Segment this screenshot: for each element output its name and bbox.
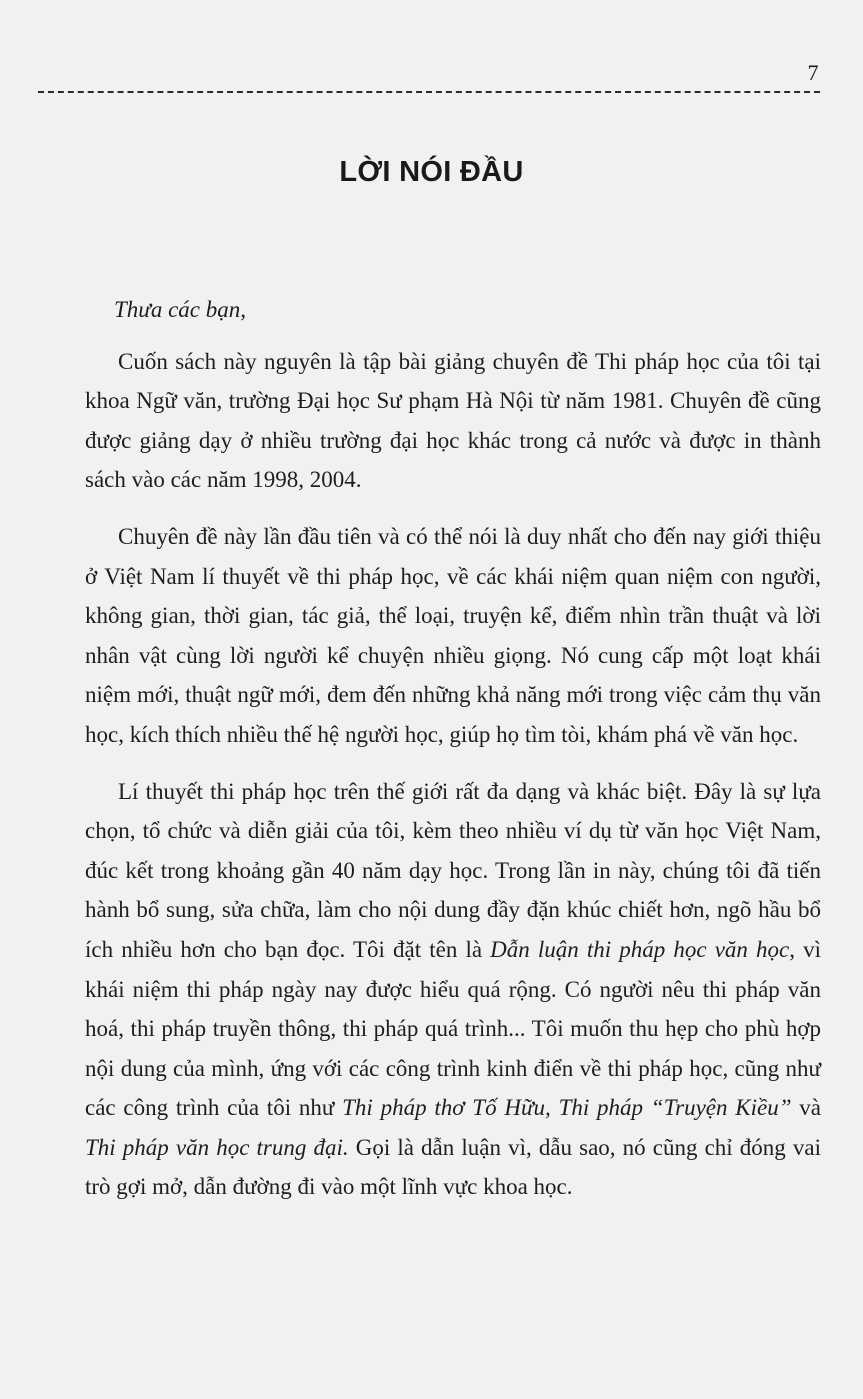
paragraph-3-text-2: , vì khái niệm thi pháp ngày nay được hiểu quá rộng. Có người nêu thi pháp văn hoá, thi pháp truyền thông, thi pháp quá trình... Tôi muốn thu hẹp cho phù hợp nội dung của mình, ứng với các công trình kinh điển về thi pháp học, cũng như các công trình của tôi như — [85, 936, 822, 1121]
paragraph-1: Cuốn sách này nguyên là tập bài giảng chuyên đề Thi pháp học của tôi tại khoa Ngữ văn, trường Đại học Sư phạm Hà Nội từ năm 1981. Chuyên đề cũng được giảng dạy ở nhiều trường đại học khác trong cả nước và được in thành sách vào các năm 1998, 2004. — [85, 348, 821, 493]
book-title-van-hoc-trung-dai: Thi pháp văn học trung đại. — [85, 1134, 349, 1160]
paragraph-3-text-3: và — [791, 1095, 822, 1121]
paragraph-3-text-1: Lí thuyết thi pháp học trên thế giới rất đa dạng và khác biệt. Đây là sự lựa chọn, tổ chức và diễn giải của tôi, kèm theo nhiều ví dụ từ văn học Việt Nam, đúc kết trong khoảng gần 40 năm dạy học. Trong lần in này, chúng tôi đã tiến hành bổ sung, sửa chữa, làm cho nội dung đầy đặn khúc chiết hơn, ngõ hầu bổ ích nhiều hơn cho bạn đọc. Tôi đặt tên là — [85, 778, 821, 962]
greeting: Thưa các bạn, — [114, 297, 247, 322]
body-text — [85, 290, 821, 1207]
paragraph-3-text-4: Gọi là dẫn luận vì, dẫu sao, nó cũng chỉ đóng vai trò gợi mở, dẫn đường đi vào một lĩnh vực khoa học. — [85, 1134, 821, 1200]
paragraph-2: Chuyên đề này lần đầu tiên và có thể nói là duy nhất cho đến nay giới thiệu ở Việt Nam lí thuyết về thi pháp học, về các khái niệm quan niệm con người, không gian, thời gian, tác giả, thể loại, truyện kể, điểm nhìn trần thuật và lời nhân vật cùng lời người kể chuyện nhiều giọng. Nó cung cấp một loạt khái niệm mới, thuật ngữ mới, đem đến những khả năng mới trong việc cảm thụ văn học, kích thích nhiều thế hệ người học, giúp họ tìm tòi, khám phá về văn học. — [85, 523, 821, 747]
book-title-thi-phap-to-huu-truyen-kieu: Thi pháp thơ Tố Hữu, Thi pháp “Truyện Kiều” — [342, 1095, 792, 1121]
paragraph-3 — [85, 772, 821, 1208]
page-number: 7 — [807, 60, 819, 85]
page-title: LỜI NÓI ĐẦU — [339, 156, 524, 188]
header-divider — [38, 91, 820, 93]
book-title-dan-luan: Dẫn luận thi pháp học văn học — [490, 936, 790, 962]
